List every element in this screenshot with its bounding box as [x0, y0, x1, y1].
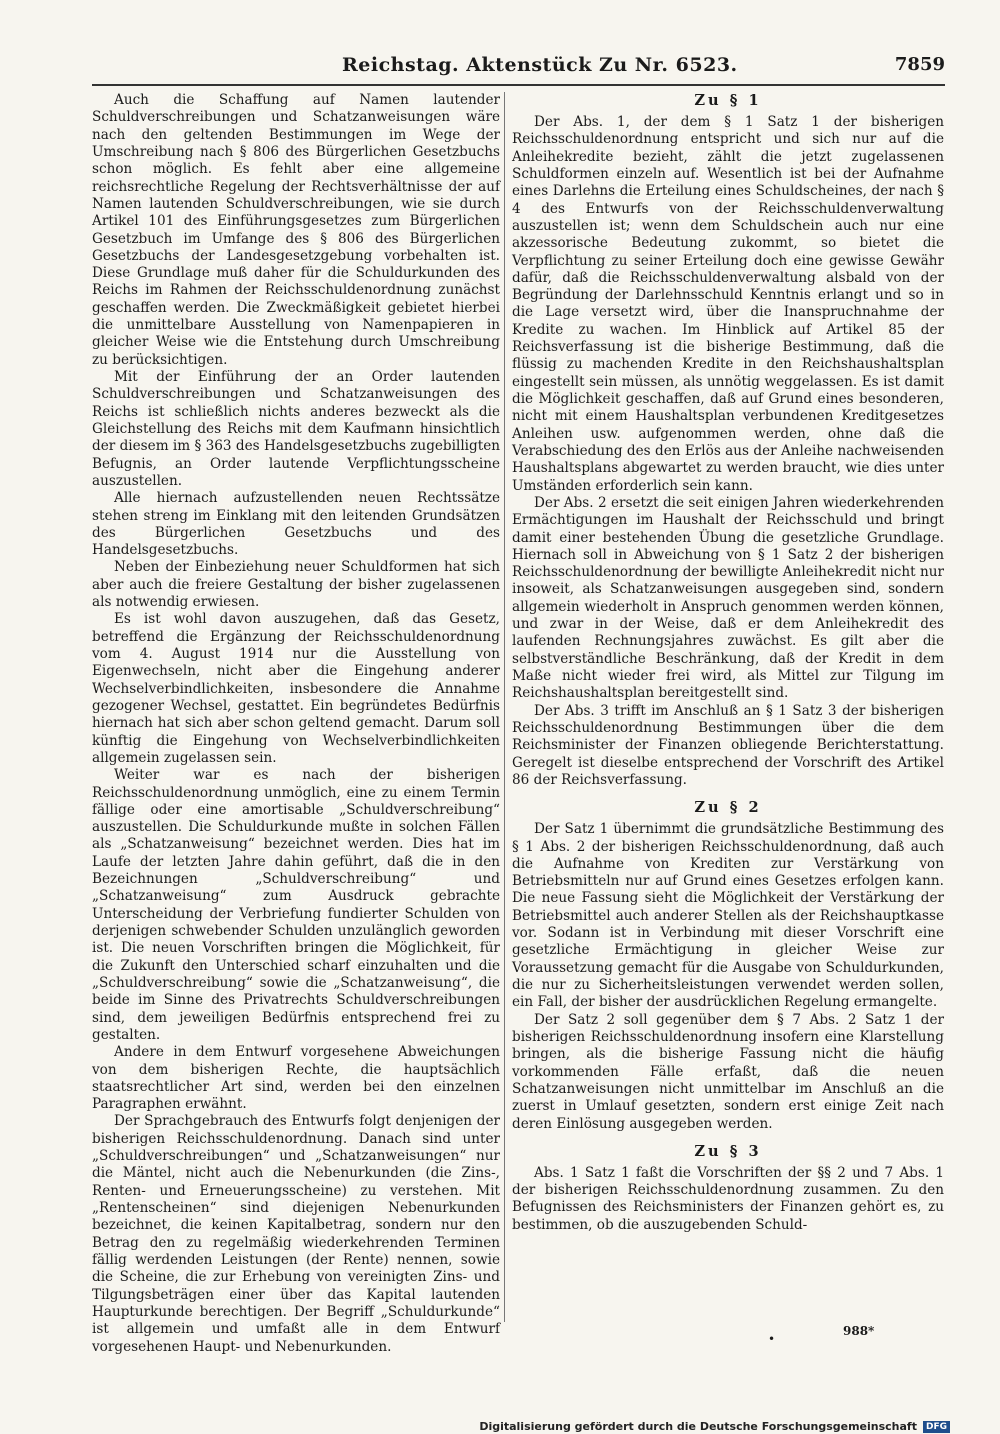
credit-text: Digitalisierung gefördert durch die Deutsche Forschungsgemeinschaft [479, 1420, 917, 1433]
footer-mark: • [768, 1332, 776, 1346]
left-column [92, 92, 500, 1356]
section-heading: Zu § 1 [694, 92, 762, 109]
page-number: 7859 [894, 54, 945, 75]
paragraph: Der Sprachgebrauch des Entwurfs folgt denjenigen der bisherigen Reichsschuldenordnung. Danach sind unter „Schuldverschreibungen“ und „Schatzanweisungen“ nur die Mäntel, nicht auch die Nebenurkunden (die Zins-, Renten- und Erneuerungsscheine) zu verstehen. Mit „Rentenscheinen“ sind diejenigen Nebenurkunden bezeichnet, die keinen Kapitalbetrag, sondern nur den Betrag den zu regelmäßig wiederkehrenden Terminen fällig werdenden Leistungen (der Rente) nennen, sowie die Scheine, die zur Erhebung von vereinigten Zins- und Tilgungsbeträgen einer über das Kapital lautenden Haupturkunde berechtigen. Der Begriff „Schuldurkunde“ ist allgemein und umfaßt alle in dem Entwurf vorgesehenen Haupt- und Nebenurkunden. [92, 1113, 500, 1355]
right-column [512, 92, 944, 1234]
paragraph: Der Satz 2 soll gegenüber dem § 7 Abs. 2 Satz 1 der bisherigen Reichsschuldenordnung insofern eine Klarstellung bringen, als die bisherige Fassung nicht die häufig vorkommenden Fälle erfaßt, daß die neuen Schatzanweisungen nicht unmittelbar im Anschluß an die zuerst in Umlauf gesetzten, sondern erst einige Zeit nach deren Einlösung ausgegeben werden. [512, 1011, 944, 1132]
page-header [92, 54, 945, 84]
paragraph: Auch die Schaffung auf Namen lautender Schuldverschreibungen und Schatzanweisungen wäre nach den geltenden Bestimmungen im Wege der Umschreibung nach § 806 des Bürgerlichen Gesetzbuchs schon möglich. Es fehlt aber eine allgemeine reichsrechtliche Regelung der Rechtsverhältnisse der auf Namen lautenden Schuldverschreibungen, wie sie durch Artikel 101 des Einführungsgesetzes zum Bürgerlichen Gesetzbuch im Umfange des § 806 des Bürgerlichen Gesetzbuchs der Landesgesetzgebung vorbehalten ist. Diese Grundlage muß daher für die Schuldurkunden des Reichs im Rahmen der Reichsschuldenordnung zunächst geschaffen werden. Die Zweckmäßigkeit gebietet hierbei die unmittelbare Ausstellung von Namenpapieren in gleicher Weise wie die Entstehung durch Umschreibung zu berücksichtigen. [92, 92, 500, 368]
signature-number: 988* [843, 1324, 875, 1338]
paragraph: Neben der Einbeziehung neuer Schuldformen hat sich aber auch die freiere Gestaltung der bisher zugelassenen als notwendig erwiesen. [92, 559, 500, 611]
paragraph: Abs. 1 Satz 1 faßt die Vorschriften der §§ 2 und 7 Abs. 1 der bisherigen Reichsschuldenordnung zusammen. Zu den Befugnissen des Reichsministers der Finanzen gehört es, zu bestimmen, ob die auszugebenden Schuld- [512, 1164, 944, 1233]
paragraph: Es ist wohl davon auszugehen, daß das Gesetz, betreffend die Ergänzung der Reichsschuldenordnung vom 4. August 1914 nur die Ausstellung von Eigenwechseln, nicht aber die Eingehung anderer Wechselverbindlichkeiten, insbesondere die Annahme gezogener Wechsel, gestattet. Ein begründetes Bedürfnis hiernach hat sich aber schon geltend gemacht. Darum soll künftig die Eingehung von Wechselverbindlichkeiten allgemein zugelassen sein. [92, 611, 500, 766]
paragraph: Mit der Einführung der an Order lautenden Schuldverschreibungen und Schatzanweisungen des Reichs ist schließlich nichts anderes bezweckt als die Gleichstellung des Reichs mit dem Kaufmann hinsichtlich der diesem im § 363 des Handelsgesetzbuchs zugebilligten Befugnis, an Order lautende Verpflichtungsscheine auszustellen. [92, 369, 500, 489]
dfg-logo: DFG [923, 1421, 950, 1433]
section-heading: Zu § 3 [694, 1142, 762, 1160]
paragraph: Der Satz 1 übernimmt die grundsätzliche Bestimmung des § 1 Abs. 2 der bisherigen Reichsschuldenordnung, daß auch die Aufnahme von Krediten zur Verstärkung von Betriebsmitteln nur auf Grund eines Gesetzes erfolgen kann. Die neue Fassung sieht die Möglichkeit der Verstärkung der Betriebsmittel auch anderer Stellen als der Reichshauptkasse vor. Sodann ist in Verbindung mit dieser Vorschrift eine gesetzliche Ermächtigung in gleicher Weise zur Voraussetzung gemacht für die Ausgabe von Schuldurkunden, die nur zu Sicherheitsleistungen verwendet werden sollen, ein Fall, der bisher der ausdrücklichen Regelung ermangelte. [512, 821, 944, 1011]
paragraph: Der Abs. 3 trifft im Anschluß an § 1 Satz 3 der bisherigen Reichsschuldenordnung Bestimmungen über die dem Reichsminister der Finanzen obliegende Berichterstattung. Geregelt ist dieselbe entsprechend der Vorschrift des Artikel 86 der Reichsverfassung. [512, 702, 944, 788]
digitization-credit [479, 1420, 950, 1433]
column-divider [504, 92, 505, 1322]
paragraph: Weiter war es nach der bisherigen Reichsschuldenordnung unmöglich, eine zu einem Termin fällige oder eine amortisable „Schuldverschreibung“ auszustellen. Die Schuldurkunde mußte in solchen Fällen als „Schatzanweisung“ bezeichnet werden. Dies hat im Laufe der letzten Jahre dahin geführt, daß die in den Bezeichnungen „Schuldverschreibung“ und „Schatzanweisung“ zum Ausdruck gebrachte Unterscheidung der Verbriefung fundierter Schulden von derjenigen schwebender Schulden unzulänglich geworden ist. Die neuen Vorschriften bringen die Möglichkeit, für die Zukunft den Unterschied scharf einzuhalten und die „Schuldverschreibung“ sowie die „Schatzanweisung“, die beide im Sinne des Privatrechts Schuldverschreibungen sind, dem jeweiligen Bedürfnis entsprechend frei zu gestalten. [92, 767, 500, 1043]
section-heading: Zu § 2 [694, 799, 762, 817]
paragraph: Alle hiernach aufzustellenden neuen Rechtssätze stehen streng im Einklang mit den leitenden Grundsätzen des Bürgerlichen Gesetzbuchs und des Handelsgesetzbuchs. [92, 490, 500, 559]
paragraph: Der Abs. 2 ersetzt die seit einigen Jahren wiederkehrenden Ermächtigungen im Haushalt der Reichsschuld und bringt damit einer bestehenden Übung die gesetzliche Grundlage. Hiernach soll in Abweichung von § 1 Satz 2 der bisherigen Reichsschuldenordnung der bewilligte Anleihekredit nicht nur insoweit, als Schatzanweisungen ausgegeben sind, sondern allgemein wiederholt in Anspruch genommen werden können, und zwar in der Weise, daß er dem Anleihekredit des laufenden Rechnungsjahres zuwächst. Es gilt aber die selbstverständliche Beschränkung, daß der Kredit in dem Maße nicht wieder frei wird, als Mittel zur Tilgung im Reichshaushaltsplan bereitgestellt sind. [512, 494, 944, 702]
paragraph: Andere in dem Entwurf vorgesehene Abweichungen von dem bisherigen Rechte, die hauptsächlich staatsrechtlicher Art sind, werden bei den einzelnen Paragraphen erwähnt. [92, 1044, 500, 1113]
running-title: Reichstag. Aktenstück Zu Nr. 6523. [342, 54, 738, 76]
header-rule [92, 84, 945, 86]
paragraph: Der Abs. 1, der dem § 1 Satz 1 der bisherigen Reichsschuldenordnung entspricht und sich nur auf die Anleihekredite bezieht, zählt die jetzt zugelassenen Schuldformen einzeln auf. Wesentlich ist bei der Aufnahme eines Darlehns die Erteilung eines Schuldscheines, der nach § 4 des Entwurfs von der Reichsschuldenverwaltung auszustellen ist; wenn dem Schuldschein auch nur eine akzessorische Bedeutung zukommt, so bietet die Verpflichtung zu seiner Erteilung doch eine gewisse Gewähr dafür, daß die Reichsschuldenverwaltung alsbald von der Begründung der Darlehnsschuld Kenntnis erlangt und so in die Lage versetzt wird, über die Inanspruchnahme der Kredite zu wachen. Im Hinblick auf Artikel 85 der Reichsverfassung ist die bisherige Bestimmung, daß die flüssig zu machenden Kredite in den Reichshaushaltsplan eingestellt sein müssen, als unnötig weggelassen. Es ist damit die Möglichkeit geschaffen, daß auf Grund eines besonderen, nicht mit einem Haushaltsplan verbundenen Kreditgesetzes Anleihen usw. aufgenommen werden, ohne daß die Verabschiedung des den Erlös aus der Anleihe nachweisenden Haushaltsplans abgewartet zu werden braucht, wie dies unter Umständen erforderlich sein kann. [512, 114, 944, 494]
